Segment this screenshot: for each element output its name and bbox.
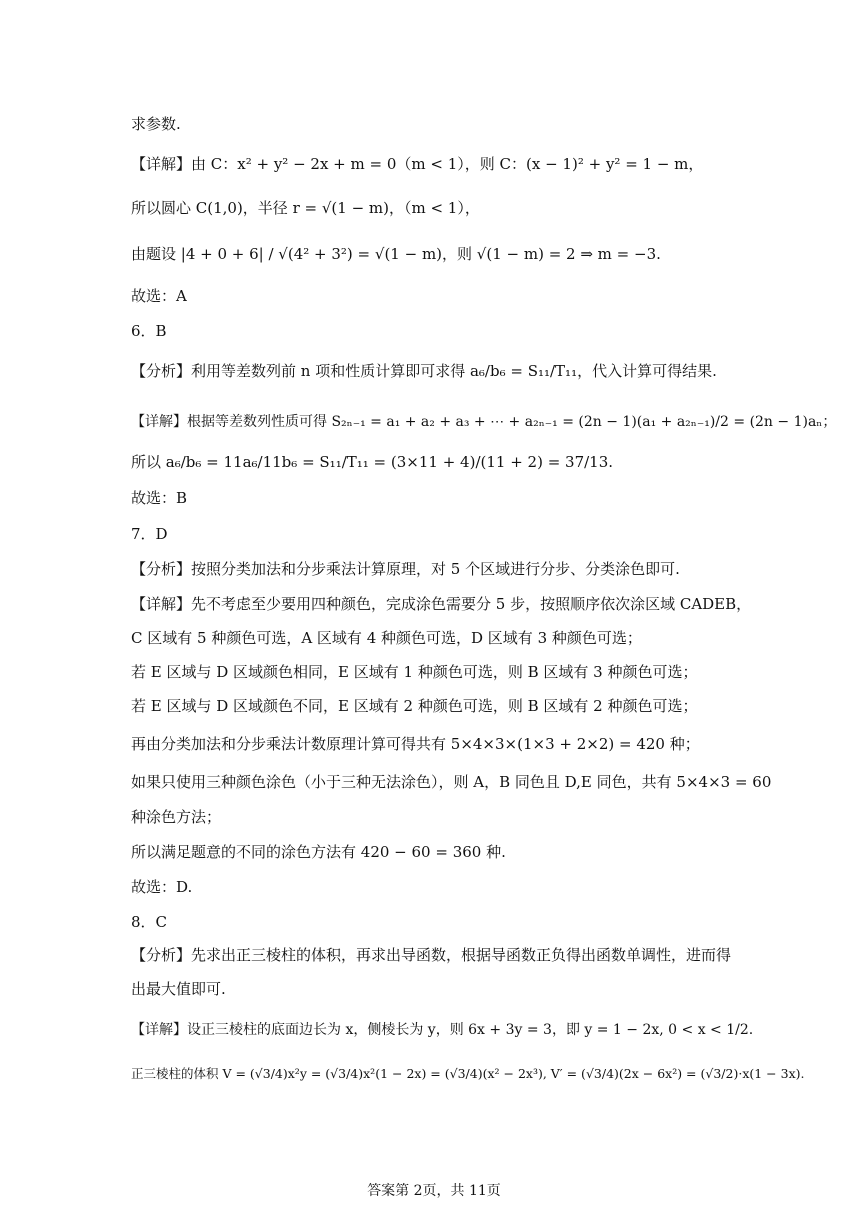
text-line: 【详解】由 C：x² + y² − 2x + m = 0（m < 1），则 C：(x − 1)² + y² = 1 − m，: [131, 155, 704, 173]
page-footer: 答案第 2页，共 11页: [367, 1183, 501, 1199]
text-line: 【分析】按照分类加法和分步乘法计算原理，对 5 个区域进行分步、分类涂色即可.: [131, 560, 680, 578]
text-line: 故选：B: [131, 489, 188, 507]
question-number: 7．D: [131, 525, 168, 543]
text-line: 【分析】先求出正三棱柱的体积，再求出导函数，根据导函数正负得出函数单调性，进而得: [131, 946, 732, 964]
text-line: 故选：D.: [131, 878, 193, 896]
text-line: 正三棱柱的体积 V = (√3/4)x²y = (√3/4)x²(1 − 2x) = (√3/4)(x² − 2x³), V′ = (√3/4)(2x − 6x²) = (√3/2)·x(1 − 3x).: [131, 1066, 805, 1081]
question-number: 8．C: [131, 913, 168, 931]
text-line: 求参数.: [131, 115, 181, 133]
text-line: 【详解】先不考虑至少要用四种颜色，完成涂色需要分 5 步，按照顺序依次涂区域 CADEB，: [131, 595, 752, 613]
text-line: 由题设 |4 + 0 + 6| / √(4² + 3²) = √(1 − m)，则 √(1 − m) = 2 ⇒ m = −3.: [131, 245, 661, 263]
text-line: 【详解】根据等差数列性质可得 S₂ₙ₋₁ = a₁ + a₂ + a₃ + ⋯ + a₂ₙ₋₁ = (2n − 1)(a₁ + a₂ₙ₋₁)/2 = (2n − 1)aₙ；: [131, 414, 837, 430]
text-line: 所以 a₆/b₆ = 11a₆/11b₆ = S₁₁/T₁₁ = (3×11 + 4)/(11 + 2) = 37/13.: [131, 453, 614, 471]
text-line: 出最大值即可.: [131, 980, 226, 998]
text-line: 若 E 区域与 D 区域颜色相同，E 区域有 1 种颜色可选，则 B 区域有 3 种颜色可选；: [131, 663, 698, 681]
text-line: C 区域有 5 种颜色可选，A 区域有 4 种颜色可选，D 区域有 3 种颜色可选；: [131, 629, 642, 647]
text-line: 如果只使用三种颜色涂色（小于三种无法涂色），则 A，B 同色且 D,E 同色，共有 5×4×3 = 60: [131, 773, 772, 791]
text-line: 种涂色方法；: [131, 808, 222, 826]
text-line: 若 E 区域与 D 区域颜色不同，E 区域有 2 种颜色可选，则 B 区域有 2 种颜色可选；: [131, 697, 698, 715]
text-line: 【详解】设正三棱柱的底面边长为 x，侧棱长为 y，则 6x + 3y = 3，即 y = 1 − 2x, 0 < x < 1/2.: [131, 1022, 754, 1038]
text-line: 再由分类加法和分步乘法计数原理计算可得共有 5×4×3×(1×3 + 2×2) = 420 种；: [131, 735, 700, 753]
text-line: 所以圆心 C(1,0)，半径 r = √(1 − m)，（m < 1），: [131, 199, 480, 217]
question-number: 6．B: [131, 322, 167, 340]
text-line: 【分析】利用等差数列前 n 项和性质计算即可求得 a₆/b₆ = S₁₁/T₁₁，代入计算可得结果.: [131, 362, 717, 380]
text-line: 所以满足题意的不同的涂色方法有 420 − 60 = 360 种.: [131, 843, 506, 861]
text-line: 故选：A: [131, 287, 187, 305]
